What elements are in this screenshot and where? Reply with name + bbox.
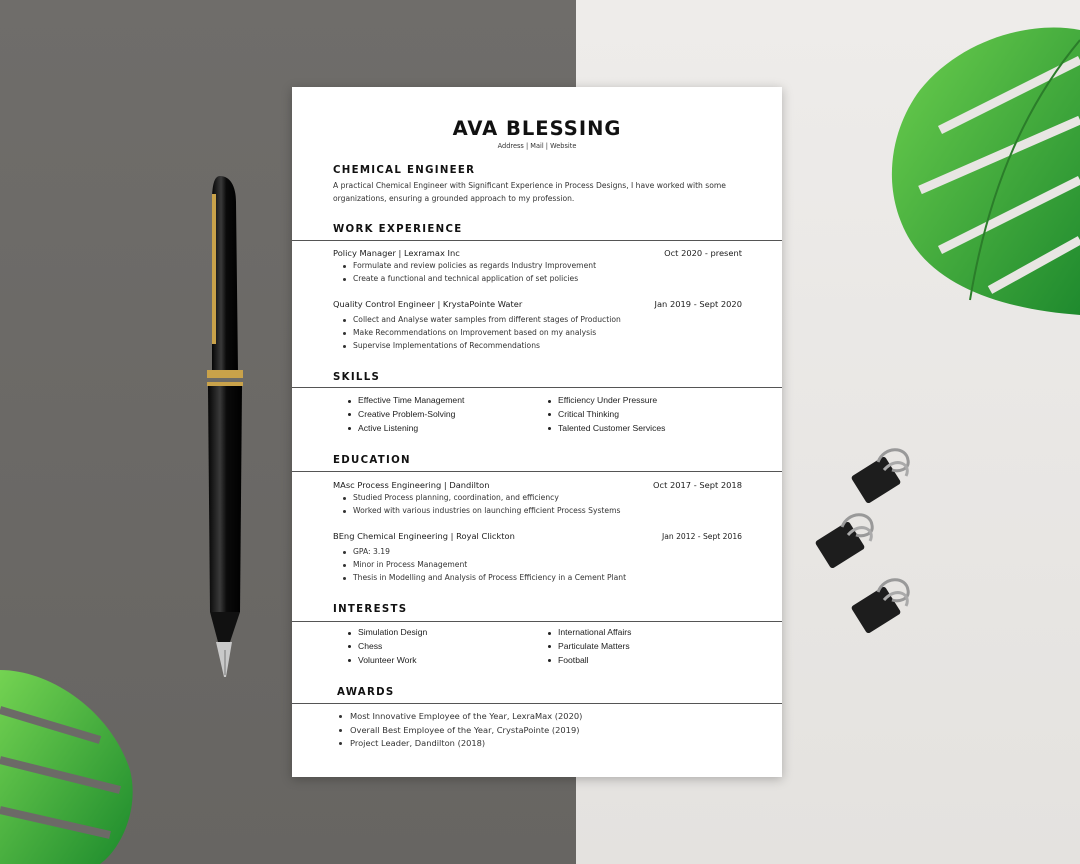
list-item: Create a functional and technical application of set policies <box>333 273 596 286</box>
profile-summary: A practical Chemical Engineer with Significant Experience in Process Designs, I have worked with some organizations, ensuring a grounded approach to my profession. <box>333 181 726 203</box>
list-item: Overall Best Employee of the Year, CrystaPointe (2019) <box>330 724 582 738</box>
section-divider <box>292 703 782 704</box>
awards-list <box>330 710 582 751</box>
skills-left-list <box>346 394 464 435</box>
list-item: Worked with various industries on launching efficient Process Systems <box>333 505 620 518</box>
job-title: Policy Manager | Lexramax Inc <box>333 248 460 258</box>
education-title: MAsc Process Engineering | Dandilton <box>333 480 490 490</box>
list-item: Collect and Analyse water samples from different stages of Production <box>333 314 621 327</box>
job-date: Jan 2019 - Sept 2020 <box>654 299 742 309</box>
fountain-pen-icon <box>190 172 260 692</box>
list-item: Minor in Process Management <box>333 559 626 572</box>
skills-right-list <box>546 394 665 435</box>
section-divider <box>292 387 782 388</box>
list-item: Efficiency Under Pressure <box>546 394 665 408</box>
education-heading: EDUCATION <box>333 455 411 466</box>
awards-heading: AWARDS <box>337 687 395 698</box>
list-item: Critical Thinking <box>546 408 665 422</box>
list-item: Chess <box>346 640 427 654</box>
job-date: Oct 2020 - present <box>664 248 742 258</box>
list-item: GPA: 3.19 <box>333 546 626 559</box>
binder-clip-icon <box>848 570 918 640</box>
job-title: Quality Control Engineer | KrystaPointe Water <box>333 299 523 309</box>
resume-name: AVA BLESSING <box>452 117 622 140</box>
list-item: Football <box>546 654 631 668</box>
list-item: Most Innovative Employee of the Year, LexraMax (2020) <box>330 710 582 724</box>
list-item: Thesis in Modelling and Analysis of Process Efficiency in a Cement Plant <box>333 572 626 585</box>
list-item: Formulate and review policies as regards Industry Improvement <box>333 260 596 273</box>
section-divider <box>292 471 782 472</box>
list-item: Effective Time Management <box>346 394 464 408</box>
list-item: Active Listening <box>346 422 464 436</box>
list-item: Talented Customer Services <box>546 422 665 436</box>
binder-clip-icon <box>812 505 882 575</box>
list-item: International Affairs <box>546 626 631 640</box>
section-divider <box>292 240 782 241</box>
monstera-leaf-icon <box>880 0 1080 320</box>
profile-heading: CHEMICAL ENGINEER <box>333 165 476 176</box>
job-bullet-list <box>333 260 596 286</box>
education-bullet-list <box>333 546 626 584</box>
list-item: Simulation Design <box>346 626 427 640</box>
section-divider <box>292 621 782 622</box>
education-date: Oct 2017 - Sept 2018 <box>652 480 742 490</box>
contact-line: Address | Mail | Website <box>497 142 577 150</box>
list-item: Make Recommendations on Improvement based on my analysis <box>333 327 621 340</box>
list-item: Studied Process planning, coordination, and efficiency <box>333 492 620 505</box>
education-bullet-list <box>333 492 620 518</box>
interests-right-list <box>546 626 631 667</box>
interests-left-list <box>346 626 427 667</box>
resume-sheet <box>292 87 782 777</box>
list-item: Project Leader, Dandilton (2018) <box>330 737 582 751</box>
binder-clip-icon <box>848 440 918 510</box>
education-date: Jan 2012 - Sept 2016 <box>661 532 742 541</box>
list-item: Creative Problem-Solving <box>346 408 464 422</box>
skills-heading: SKILLS <box>333 372 381 383</box>
list-item: Volunteer Work <box>346 654 427 668</box>
job-bullet-list <box>333 314 621 352</box>
list-item: Particulate Matters <box>546 640 631 654</box>
interests-heading: INTERESTS <box>333 604 408 615</box>
work-experience-heading: WORK EXPERIENCE <box>333 224 463 235</box>
list-item: Supervise Implementations of Recommendations <box>333 340 621 353</box>
education-title: BEng Chemical Engineering | Royal Clickton <box>333 531 515 541</box>
monstera-leaf-icon <box>0 660 140 864</box>
